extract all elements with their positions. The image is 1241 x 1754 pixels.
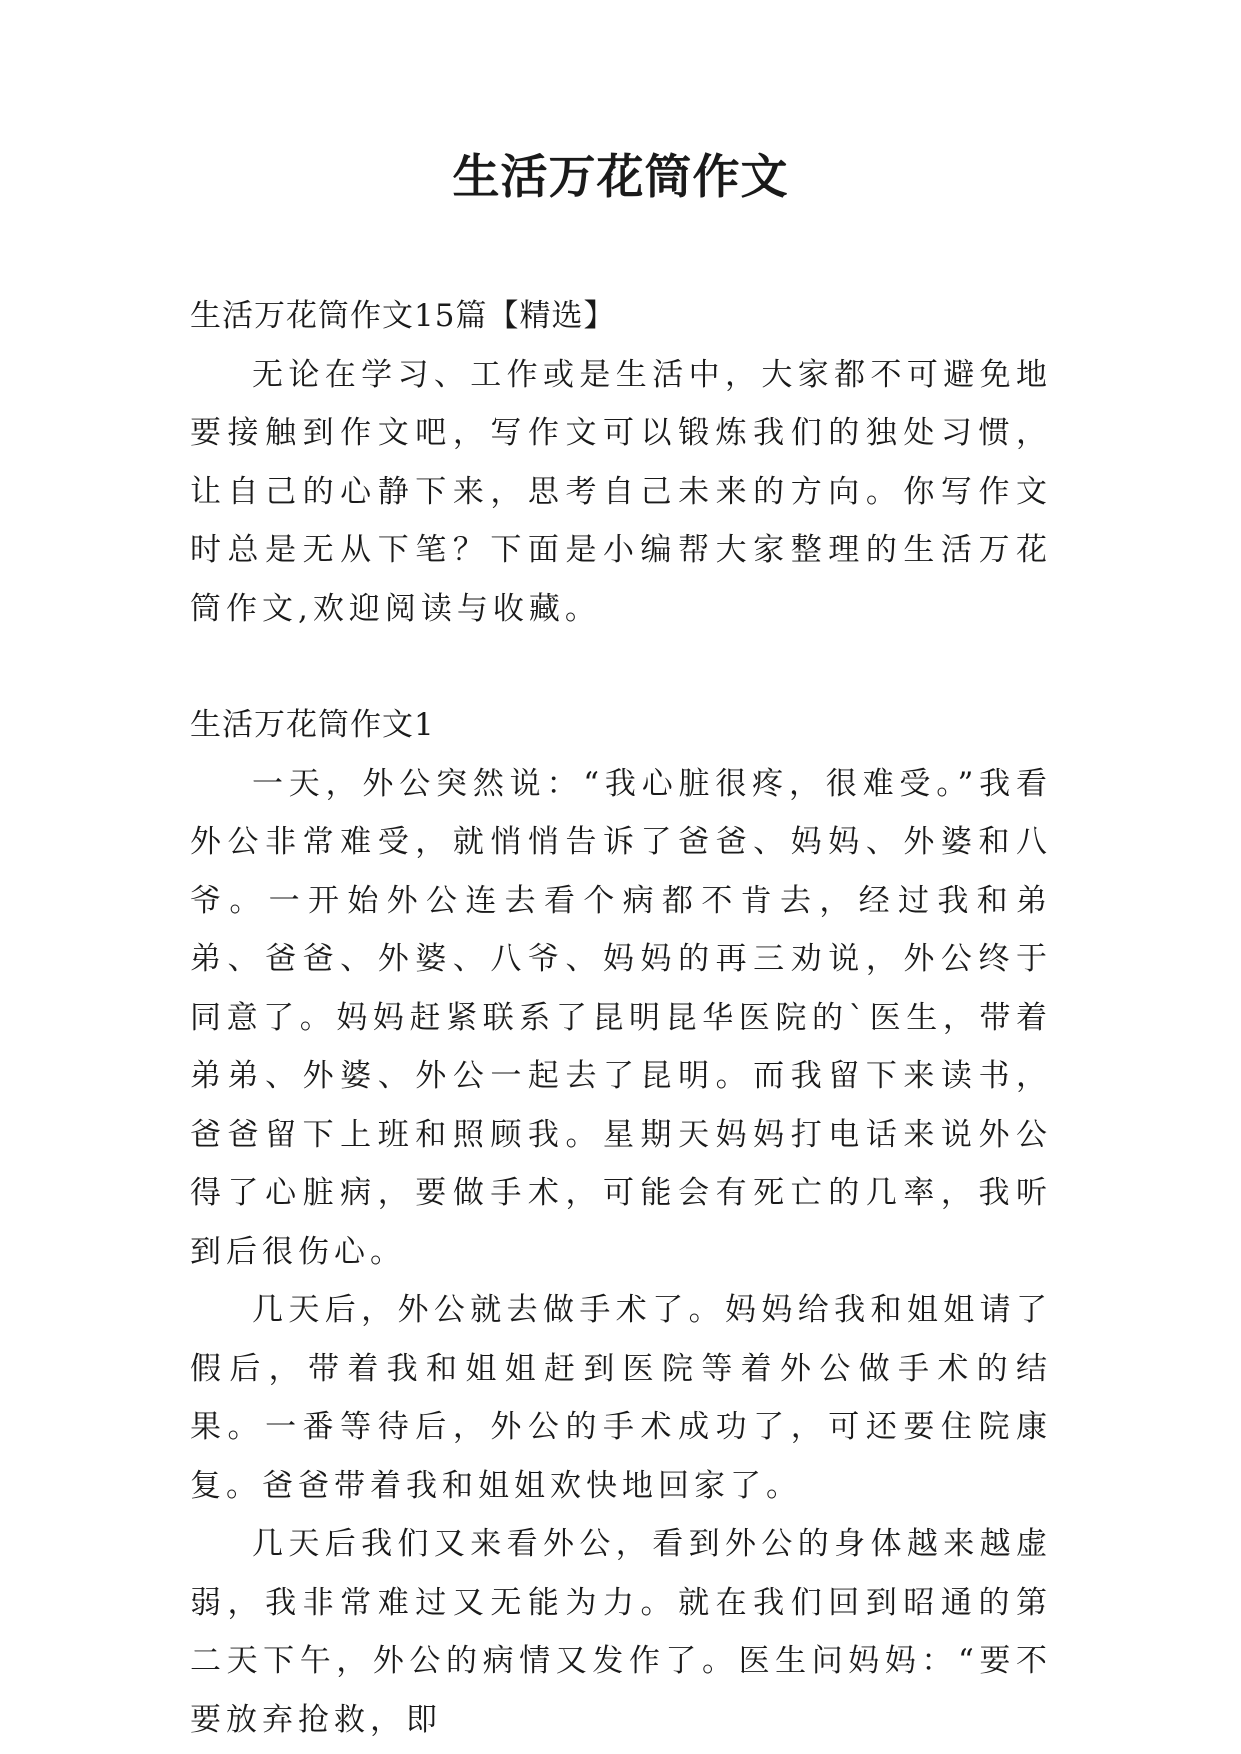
section-spacer <box>190 638 1052 696</box>
document-title: 生活万花筒作文 <box>452 150 789 205</box>
essay-1-paragraph-3: 几天后我们又来看外公，看到外公的身体越来越虚弱，我非常难过又无能为力。就在我们回到昭通的第二天下午，外公的病情又发作了。医生问妈妈：“要不要放弃抢救，即 <box>190 1526 1052 1738</box>
intro-heading: 生活万花筒作文15篇【精选】 <box>190 298 616 334</box>
essay-1-paragraph-1: 一天，外公突然说：“我心脏很疼，很难受。”我看外公非常难受，就悄悄告诉了爸爸、妈妈、外婆和八爷。一开始外公连去看个病都不肯去，经过我和弟弟、爸爸、外婆、八爷、妈妈的再三劝说，外公终于同意了。妈妈赶紧联系了昆明昆华医院的`医生，带着弟弟、外婆、外公一起去了昆明。而我留下来读书，爸爸留下上班和照顾我。星期天妈妈打电话来说外公得了心脏病，要做手术，可能会有死亡的几率，我听到后很伤心。 <box>190 765 1052 1270</box>
essay-1-paragraph-2: 几天后，外公就去做手术了。妈妈给我和姐姐请了假后，带着我和姐姐赶到医院等着外公做手术的结果。一番等待后，外公的手术成功了，可还要住院康复。爸爸带着我和姐姐欢快地回家了。 <box>190 1292 1052 1504</box>
essay-1-heading: 生活万花筒作文1 <box>190 707 435 743</box>
intro-paragraph: 无论在学习、工作或是生活中，大家都不可避免地要接触到作文吧，写作文可以锻炼我们的独处习惯，让自己的心静下来，思考自己未来的方向。你写作文时总是无从下笔？下面是小编帮大家整理的生活万花筒作文,欢迎阅读与收藏。 <box>190 356 1052 627</box>
document-body <box>190 287 1052 1749</box>
